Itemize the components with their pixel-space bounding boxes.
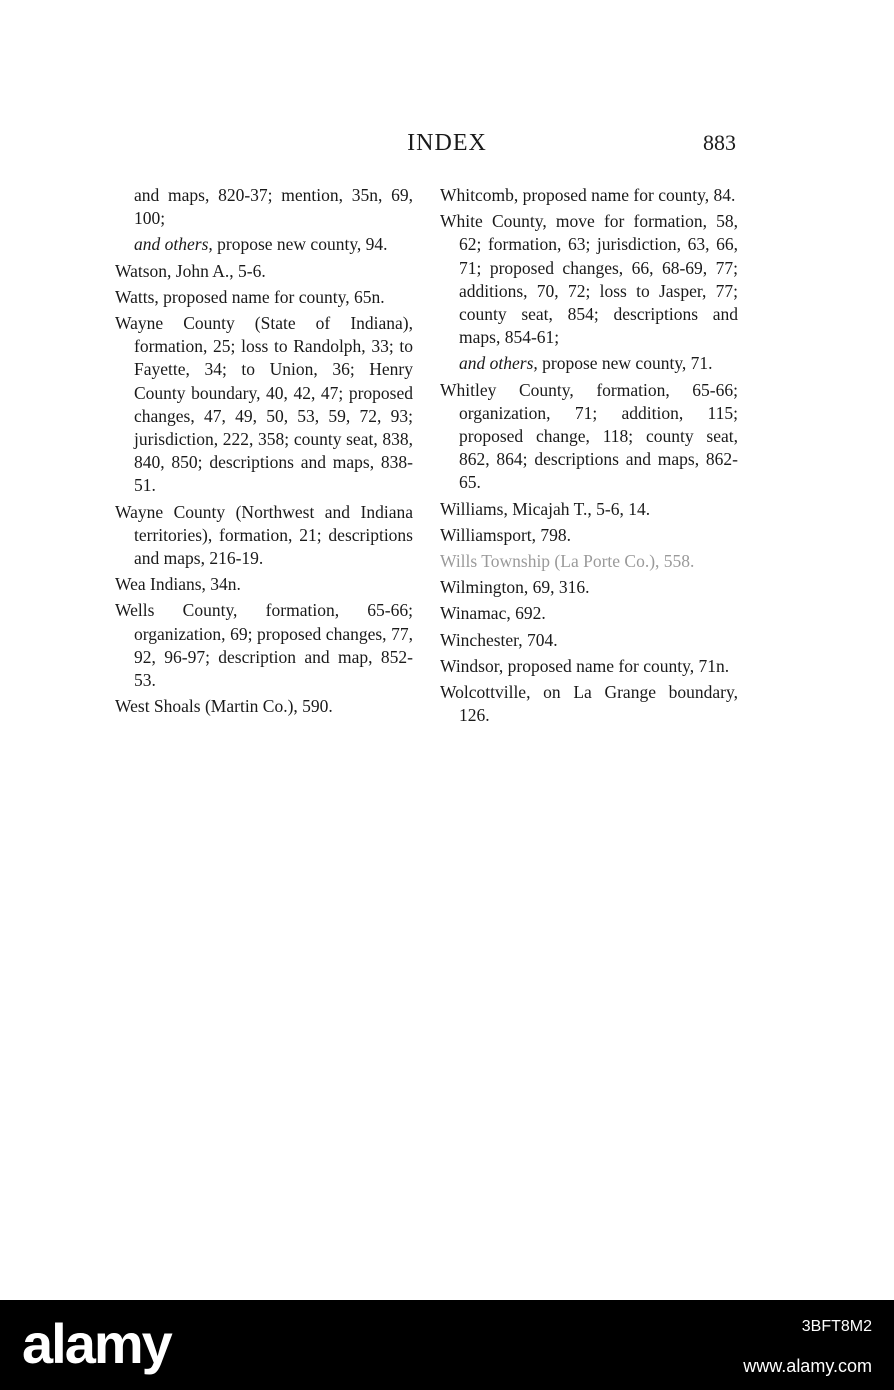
index-entry xyxy=(440,576,738,599)
page-number: 883 xyxy=(703,130,736,155)
brand-logo: alamy xyxy=(22,1312,171,1375)
entry-text: propose new county, 94. xyxy=(212,234,388,255)
entry-text: Windsor, proposed name for county, 71n. xyxy=(440,655,730,676)
index-entry xyxy=(115,599,413,692)
index-entry xyxy=(115,573,413,596)
entry-text: Wayne County (State of Indiana), formation, 25; loss to Randolph, 33; to Fayette, 34; to Union, 36; Henry County boundary, 40, 42, 47; proposed changes, 47, 49, 50, 53, 59, 72, 93; jurisdiction, 222, 358; county seat, 838, 840, 850; descriptions and maps, 838-51. xyxy=(115,313,413,496)
entry-text: Wea Indians, 34n. xyxy=(115,574,241,595)
index-entry xyxy=(440,550,738,573)
index-entry xyxy=(440,602,738,625)
index-entry xyxy=(440,655,738,678)
entry-text: and maps, 820-37; mention, 35n, 69, 100; xyxy=(134,185,413,229)
index-entry xyxy=(115,286,413,309)
entry-text: Williams, Micajah T., 5-6, 14. xyxy=(440,498,651,519)
page-title: INDEX xyxy=(407,130,487,156)
entry-text: Watson, John A., 5-6. xyxy=(115,260,266,281)
brand-url: www.alamy.com xyxy=(743,1356,872,1376)
entry-text: Wills Township (La Porte Co.), 558. xyxy=(440,551,695,572)
index-entry xyxy=(115,184,413,230)
index-entry xyxy=(440,379,738,495)
image-id: 3BFT8M2 xyxy=(801,1318,872,1335)
entry-text: Watts, proposed name for county, 65n. xyxy=(115,286,385,307)
index-entry xyxy=(115,260,413,283)
entry-text: Whitley County, formation, 65-66; organization, 71; addition, 115; proposed change, 118; county seat, 862, 864; descriptions and maps, 862-65. xyxy=(440,379,738,493)
entry-text: Wells County, formation, 65-66; organization, 69; proposed changes, 77, 92, 96-97; description and map, 852-53. xyxy=(115,600,413,691)
entry-text: Wilmington, 69, 316. xyxy=(440,577,590,598)
entry-text: West Shoals (Martin Co.), 590. xyxy=(115,696,333,717)
entry-text: Whitcomb, proposed name for county, 84. xyxy=(440,185,736,205)
index-column-left xyxy=(115,184,413,721)
entry-text: Wayne County (Northwest and Indiana territories), formation, 21; descriptions and maps, 216-19. xyxy=(115,501,413,569)
index-entry xyxy=(440,210,738,349)
entry-text: Wolcottville, on La Grange boundary, 126. xyxy=(440,682,738,726)
index-entry xyxy=(440,681,738,727)
index-entry xyxy=(440,352,738,375)
index-entry xyxy=(440,629,738,652)
index-entry xyxy=(115,312,413,498)
index-column-right xyxy=(440,184,738,730)
index-entry xyxy=(440,184,738,207)
index-entry xyxy=(115,501,413,571)
entry-text: Winchester, 704. xyxy=(440,629,558,650)
entry-text: Winamac, 692. xyxy=(440,603,546,624)
entry-italic-prefix: and others, xyxy=(459,353,538,374)
index-entry xyxy=(440,498,738,521)
index-entry xyxy=(440,524,738,547)
watermark-footer xyxy=(0,1300,894,1390)
index-entry xyxy=(115,695,413,718)
entry-italic-prefix: and others, xyxy=(134,234,213,255)
entry-text: Williamsport, 798. xyxy=(440,524,572,545)
index-entry xyxy=(115,233,413,256)
entry-text: propose new county, 71. xyxy=(537,353,713,374)
entry-text: White County, move for formation, 58, 62; formation, 63; jurisdiction, 63, 66, 71; proposed changes, 66, 68-69, 77; additions, 70, 72; loss to Jasper, 77; county seat, 854; descriptions and maps, 854-61; xyxy=(440,211,738,348)
